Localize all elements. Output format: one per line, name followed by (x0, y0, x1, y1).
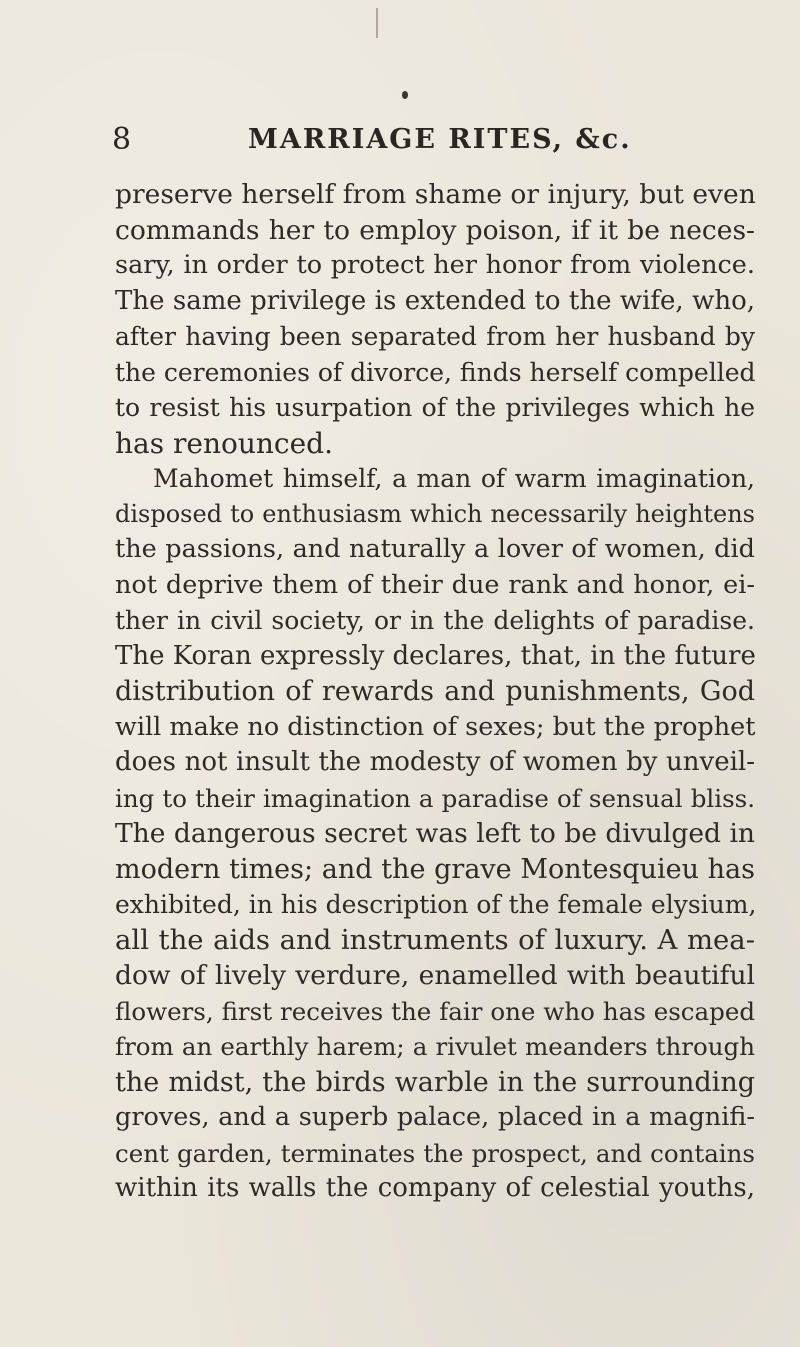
paper-mark (376, 8, 378, 38)
text-line: does not insult the modesty of women by unveil- (115, 747, 755, 777)
text-line: the ceremonies of divorce, finds herself compelled (115, 357, 756, 387)
text-line: disposed to enthusiasm which necessarily heightens (115, 499, 755, 528)
text-line: cent garden, terminates the prospect, and contains (115, 1138, 755, 1168)
text-line: sary, in order to protect her honor from violence. (115, 250, 755, 280)
text-line: within its walls the company of celestial youths, (115, 1173, 755, 1203)
text-line: all the aids and instruments of luxury. A mea- (115, 923, 755, 956)
text-line: to resist his usurpation of the privileges which he (115, 393, 755, 422)
text-line: after having been separated from her husband by (115, 322, 755, 351)
running-title: MARRIAGE RITES, &c. (248, 124, 632, 155)
text-line: exhibited, in his description of the female elysium, (115, 890, 757, 919)
text-line: The dangerous secret was left to be divulged in (115, 818, 755, 849)
page-number: 8 (112, 122, 132, 157)
text-line: the passions, and naturally a lover of women, did (115, 534, 755, 564)
running-header (0, 122, 800, 162)
ink-speck (402, 91, 408, 99)
text-line: The Koran expressly declares, that, in the future (115, 640, 756, 671)
text-line: from an earthly harem; a rivulet meanders through (115, 1032, 755, 1061)
text-line: modern times; and the grave Montesquieu has (115, 853, 755, 885)
text-line: commands her to employ poison, if it be neces- (115, 214, 755, 246)
text-line: The same privilege is extended to the wife, who, (115, 285, 755, 316)
text-line: will make no distinction of sexes; but the prophet (115, 711, 756, 742)
paragraph-start-line: Mahomet himself, a man of warm imagination, (153, 464, 755, 493)
text-line: ther in civil society, or in the delights of paradise. (115, 606, 755, 635)
text-line: has renounced. (115, 426, 333, 460)
text-line: dow of lively verdure, enamelled with beautiful (115, 960, 755, 991)
text-line: preserve herself from shame or injury, but even (115, 179, 756, 210)
text-line: distribution of rewards and punishments, God (115, 676, 755, 707)
text-line: not deprive them of their due rank and honor, ei- (115, 569, 755, 600)
text-line: groves, and a superb palace, placed in a magnifi- (115, 1102, 755, 1132)
text-line: ing to their imagination a paradise of sensual bliss. (115, 783, 755, 813)
body-text (115, 177, 755, 1207)
text-line: flowers, first receives the fair one who has escaped (115, 996, 755, 1026)
text-line: the midst, the birds warble in the surrounding (115, 1066, 755, 1098)
